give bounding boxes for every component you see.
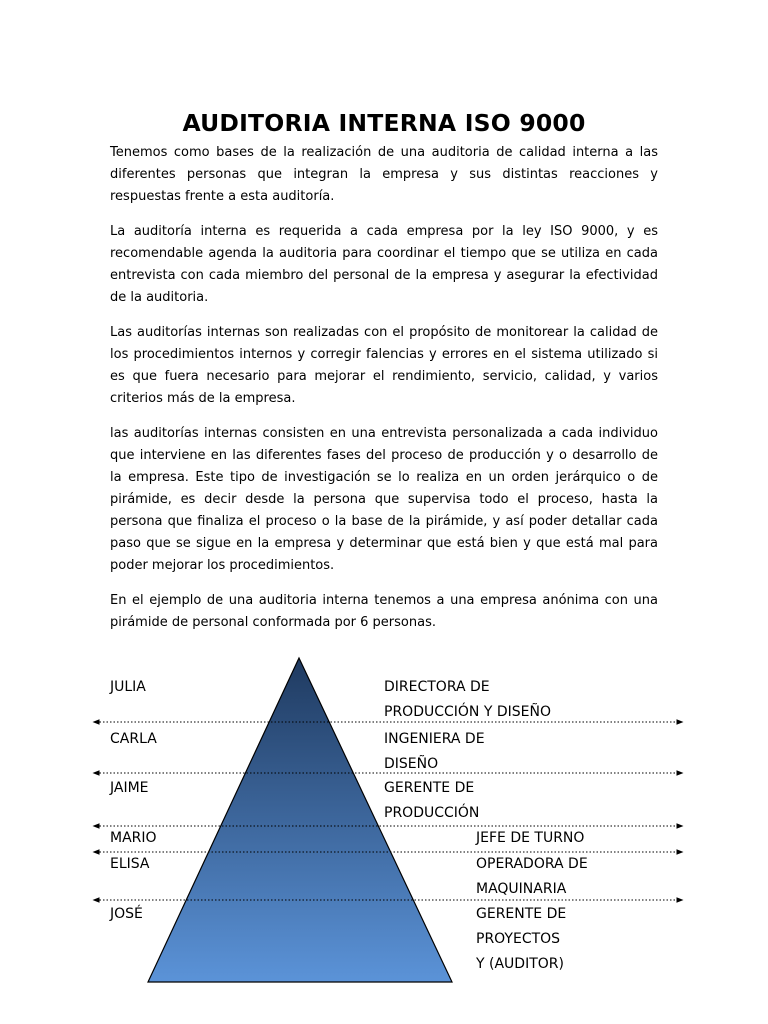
pyramid-role-1: [384, 675, 551, 725]
personnel-pyramid-diagram: [0, 640, 768, 1000]
pyramid-role-line: Y (AUDITOR): [476, 956, 564, 972]
pyramid-role-line: PRODUCCIÓN Y DISEÑO: [384, 704, 551, 720]
pyramid-role-line: PRODUCCIÓN: [384, 805, 480, 821]
pyramid-role-3: [384, 776, 479, 826]
pyramid-role-line: GERENTE DE: [384, 780, 475, 796]
pyramid-role-line: OPERADORA DE: [476, 856, 588, 872]
paragraph-2: La auditoría interna es requerida a cada empresa por la ley ISO 9000, y es recomendable agenda la auditoria para coordinar el tiempo que se utiliza en cada entrevista con cada miembro del personal de la empresa y asegurar la efectividad de la auditoria.: [110, 224, 658, 305]
pyramid-role-line: JEFE DE TURNO: [476, 830, 585, 846]
page-title: AUDITORIA INTERNA ISO 9000: [182, 108, 586, 137]
pyramid-role-line: DISEÑO: [384, 756, 439, 772]
pyramid-role-2: [384, 727, 485, 777]
document-body: [110, 142, 658, 647]
paragraph-4: las auditorías internas consisten en una entrevista personalizada a cada individuo que interviene en las diferentes fases del proceso de producción y o desarrollo de la empresa. Este tipo de investigación se lo realiza en un orden jerárquico o de pirámide, es decir desde la persona que supervisa todo el proceso, hasta la persona que finaliza el proceso o la base de la pirámide, y así poder detallar cada paso que se sigue en la empresa y determinar que está bien y que está mal para poder mejorar los procedimientos.: [110, 426, 658, 573]
pyramid-role-line: DIRECTORA DE: [384, 679, 490, 695]
pyramid-name-1: JULIA: [110, 679, 146, 695]
pyramid-name-4: MARIO: [110, 830, 157, 846]
pyramid-role-4: [476, 826, 584, 851]
pyramid-name-3: JAIME: [110, 780, 149, 796]
paragraph-5: En el ejemplo de una auditoria interna tenemos a una empresa anónima con una pirámide de personal conformada por 6 personas.: [110, 593, 658, 630]
pyramid-role-6: [476, 902, 566, 977]
pyramid-role-line: PROYECTOS: [476, 931, 561, 947]
paragraph-3: Las auditorías internas son realizadas con el propósito de monitorear la calidad de los procedimientos internos y corregir falencias y errores en el sistema utilizado si es que fuera necesario para mejorar el rendimiento, servicio, calidad, y varios criterios más de la empresa.: [110, 325, 658, 406]
pyramid-name-5: ELISA: [110, 856, 150, 872]
pyramid-role-line: GERENTE DE: [476, 906, 567, 922]
pyramid-role-5: [476, 852, 588, 902]
pyramid-name-2: CARLA: [110, 731, 157, 747]
pyramid-name-6: JOSÉ: [110, 906, 143, 922]
pyramid-role-line: MAQUINARIA: [476, 881, 567, 897]
paragraph-1: Tenemos como bases de la realización de una auditoria de calidad interna a las diferentes personas que integran la empresa y sus distintas reacciones y respuestas frente a esta auditoría.: [110, 145, 658, 204]
pyramid-role-line: INGENIERA DE: [384, 731, 485, 747]
